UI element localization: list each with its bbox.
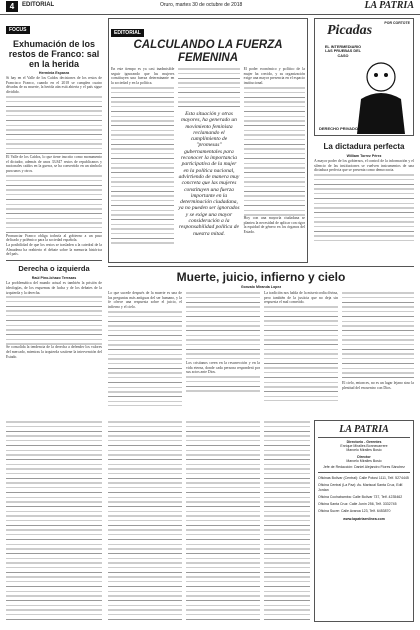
office-info: Oficina Santa Cruz: Calle Junín 256, Telf. 3332745 — [318, 502, 397, 507]
body-text — [342, 291, 414, 381]
paragraph: A mayor poder de los gobiernos, el control de la información y el silencio de las instituciones se vuelven instrumentos de una dictadura perfecta que se presenta como democracia. — [314, 159, 414, 173]
focus-tag: FOCUS — [6, 26, 30, 34]
paragraph: El cielo, entonces, no es un lugar lejano sino la plenitud del encuentro con Dios. — [342, 381, 414, 390]
article-author: Raúl Pino-Ichazo Terrazas — [31, 276, 77, 281]
body-text — [6, 295, 102, 345]
paragraph: La posibilidad de que los restos se trasladen a la catedral de la Almudena ha reabierto el debate sobre la memoria histórica del país. — [6, 243, 102, 257]
body-text — [186, 291, 260, 361]
right-column — [314, 18, 414, 263]
divider — [318, 472, 410, 473]
cartoon-bubble: EL INTERMEDIARIO LAS PRUEBAS DEL CASO — [324, 45, 362, 58]
body-text — [6, 420, 102, 620]
article-author: Herminia Esparza — [38, 71, 70, 75]
body-text — [111, 86, 174, 246]
article-title: Exhumación de los restos de Franco: sal en la herida — [8, 39, 100, 69]
editorial-box — [108, 18, 308, 263]
article-title: Derecha o izquierda — [18, 264, 90, 274]
article-author: Gonzalo Miranda Lopez — [240, 285, 282, 289]
paragraph: El poder económico y político de la mujer ha crecido, y su organización exige una mayor presencia en el espacio institucional. — [243, 67, 305, 86]
bottom-article — [108, 266, 414, 416]
website-link[interactable]: www.lapatriaenlinea.com — [343, 517, 385, 522]
cartoon — [314, 18, 414, 136]
masthead-line: Marcelo Miralles Bosio — [346, 448, 382, 453]
page-header — [0, 0, 420, 15]
office-info: Oficina Sucre: Calle Avaroa 123, Telf. 6453870 — [318, 509, 391, 514]
body-text — [178, 67, 239, 107]
paragraph: Lo que sucede después de la muerte es una de las preguntas más antiguas del ser humano, y la fe ofrece una respuesta sobre el juicio, el infierno y el cielo. — [108, 291, 182, 310]
cartoon-figure-icon — [351, 59, 411, 134]
paragraph: El Valle de los Caídos, lo que tiene inscrito como monumento el dictador, además de unos 33.847 restos de republicanos y nacionales caídos en la guerra, se ha convertido en un símbolo para unos y otros. — [6, 154, 102, 173]
body-text — [186, 375, 260, 395]
body-text — [314, 173, 414, 241]
paragraph: Se consolida la tendencia de la derecha a defender los valores del mercado, mientras la izquierda sostiene la intervención del Estado. — [6, 345, 102, 359]
cartoon-title: Picadas — [327, 23, 373, 38]
paragraph: En este tiempo es ya casi inadmisible seguir ignorando que las mujeres constituyen una fuerza determinante en la sociedad y en la política. — [111, 67, 175, 86]
cartoon-author: POR CORTOTE — [384, 21, 410, 25]
body-text — [6, 95, 102, 155]
masthead-line: Director — [357, 454, 371, 459]
pull-quote: Esta situación y otras mayores, ha generado un movimiento feminista reclamando el cumplimiento de "promesas" gubernamentales para reconocer la importancia participativa de la mujer en la política nacional, advirtiendo de manera muy concreta que las mujeres constituyen una fuerza importante en la determinación ciudadana, ya no pueden ser ignorados y se exige una mayor consideración a la responsabilidad política de nuestra mitad. — [178, 111, 240, 237]
office-info: Oficina Central (La Paz): Av. Mariscal Santa Cruz, Edif. Jordan — [318, 483, 404, 492]
editorial-tag: EDITORIAL — [111, 29, 144, 37]
editorial-title: CALCULANDO LA FUERZA FEMENINA — [133, 39, 283, 64]
masthead-line: Directorio - Gerentes — [346, 440, 382, 444]
divider — [6, 260, 102, 261]
paragraph: Pronunciar Franco obliga todavía al gobierno a un paso delicado y polémico para la sociedad española. — [6, 233, 102, 243]
body-text — [108, 310, 182, 406]
section-name: EDITORIAL — [22, 2, 55, 8]
paragraph: Hoy con una mayoría ciudadana se plantea la necesidad de aplicar con rigor la equidad de género en los órganos del Estado. — [243, 215, 305, 234]
article-title: Muerte, juicio, infierno y cielo — [176, 270, 346, 284]
left-column — [6, 18, 102, 413]
divider — [108, 266, 414, 267]
body-text — [264, 305, 338, 401]
office-info: Oficinas Bolívar (Central): Calle Potosí 1111, Telf. 5274445 — [318, 476, 409, 481]
paragraph: Si hay en el Valle de los Caídos decisiones de los restos de Francisco Franco, cuando en el 2018 se cumplen cuatro décadas de su muerte, la herida aún está abierta y el país sigue dividido. — [6, 76, 102, 95]
masthead-line: Jefe de Redacción: Daniel Alejandro Flores Sánchez — [323, 465, 405, 470]
masthead — [314, 420, 414, 622]
page-date: Oruro, martes 30 de octubre de 2018 — [160, 2, 243, 8]
divider — [318, 437, 410, 438]
article-title: La dictadura perfecta — [323, 142, 405, 151]
page-number: 4 — [6, 1, 18, 12]
article-author: William Torrez Pérez — [346, 154, 382, 158]
body-text — [264, 420, 310, 620]
office-info: Oficina Cochabamba: Calle Bolívar 737, Telf. 4235462 — [318, 494, 403, 499]
masthead-line: Marcelo Miralles Bosio — [346, 458, 382, 463]
body-text — [108, 420, 182, 620]
masthead-line: Enrique Miralles Bonnecarrere — [340, 444, 388, 449]
cartoon-caption: DERECHO PRIVADO — [319, 126, 359, 131]
header-brand: LA PATRIA — [364, 0, 414, 11]
body-text — [244, 86, 305, 216]
body-text — [6, 174, 102, 234]
paragraph: La problemática del mundo actual es también la prisión de ideologías, de los esquemas de lucha y de los debates de la izquierda y la derecha. — [6, 281, 102, 295]
masthead-brand: LA PATRIA — [339, 424, 389, 435]
paragraph: Los cristianos creen en la resurrección y en la vida eterna, donde cada persona responderá por sus actos ante Dios. — [186, 361, 260, 375]
body-text — [186, 420, 260, 620]
paragraph: La tradición nos habla de la misericordia divina, pero también de la justicia que no deja sin respuesta el mal cometido. — [264, 291, 338, 305]
